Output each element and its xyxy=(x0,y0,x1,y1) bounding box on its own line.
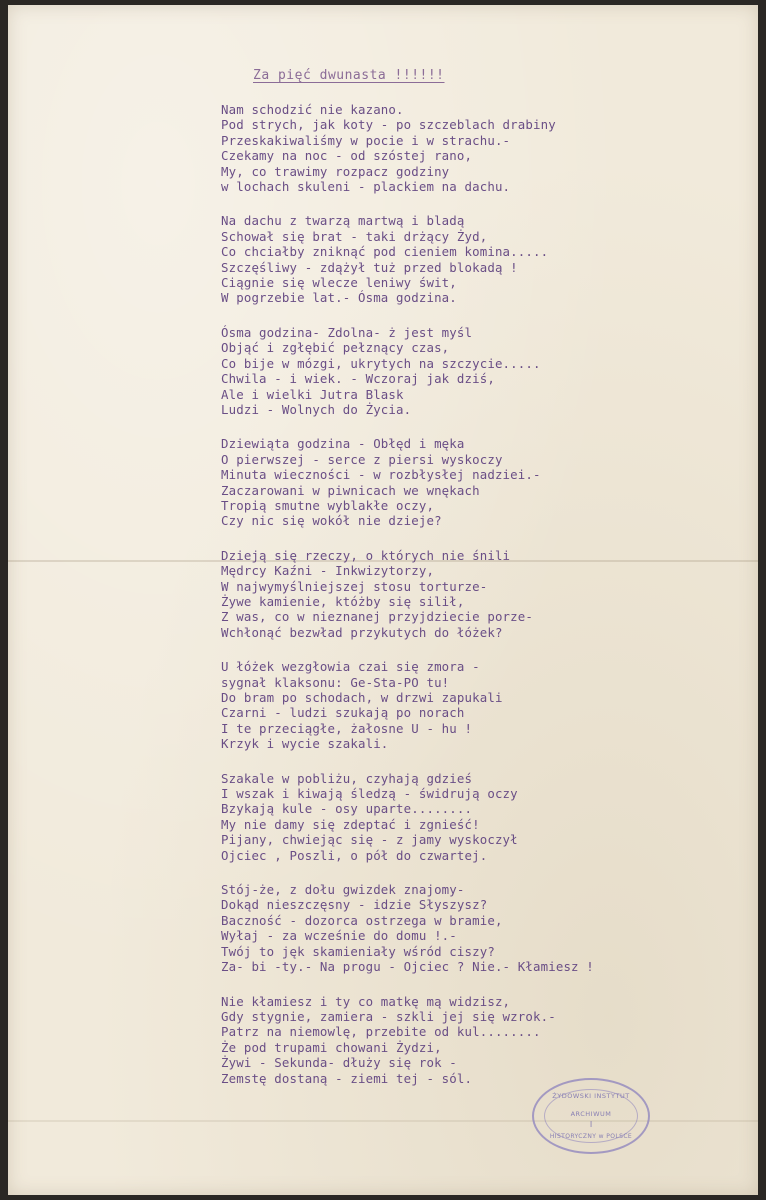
poem-stanza xyxy=(221,659,594,751)
poem-line: Nam schodzić nie kazano. xyxy=(221,102,404,117)
poem-line: Baczność - dozorca ostrzega w bramie, xyxy=(221,912,503,928)
poem-stanza xyxy=(221,548,594,640)
document-page xyxy=(8,5,758,1195)
stamp-bottom-text: HISTORYCZNY w POLSCE xyxy=(549,1133,633,1140)
poem-line: Czekamy na noc - od szóstej rano, xyxy=(221,148,473,164)
poem-line: Bzykają kule - osy uparte........ xyxy=(221,801,473,817)
poem-line: sygnał klaksonu: Ge-Sta-PO tu! xyxy=(221,674,450,690)
poem-line: Ojciec , Poszli, o pół do czwartej. xyxy=(221,847,488,863)
poem-line: Krzyk i wycie szakali. xyxy=(221,736,389,752)
poem-line: My nie damy się zdeptać i zgnieść! xyxy=(221,816,480,832)
poem-line: Że pod trupami chowani Żydzi, xyxy=(221,1039,442,1055)
poem-line: Schował się brat - taki drżący Żyd, xyxy=(221,228,488,244)
poem-line: Chwila - i wiek. - Wczoraj jak dziś, xyxy=(221,371,495,387)
poem-stanza xyxy=(221,882,594,974)
poem-line: Szakale w pobliżu, czyhają gdzieś xyxy=(221,770,473,786)
poem-stanza xyxy=(221,102,594,194)
poem-line: Pijany, chwiejąc się - z jamy wyskoczył xyxy=(221,832,518,848)
poem-line: Wchłonąć bezwład przykutych do łóżek? xyxy=(221,624,503,640)
poem-line: Ciągnie się wlecze leniwy świt, xyxy=(221,275,457,291)
poem-line: Na dachu z twarzą martwą i bladą xyxy=(221,213,465,229)
poem-title: Za pięć dwunasta !!!!!! xyxy=(253,68,445,83)
poem-line: My, co trawimy rozpacz godziny xyxy=(221,163,450,179)
poem-line: Pod strych, jak koty - po szczeblach drabiny xyxy=(221,117,556,133)
poem-line: Co chciałby zniknąć pod cieniem komina..... xyxy=(221,244,549,260)
poem-line: Do bram po schodach, w drzwi zapukali xyxy=(221,690,503,705)
poem-line: I te przeciągłe, żałosne U - hu ! xyxy=(221,720,473,736)
poem-line: Dzieją się rzeczy, o których nie śnili xyxy=(221,547,511,563)
poem-line: Tropią smutne wyblakłe oczy, xyxy=(221,497,435,513)
poem-line: w lochach skuleni - plackiem na dachu. xyxy=(221,179,511,195)
poem-line: Zaczarowani w piwnicach we wnękach xyxy=(221,482,480,498)
poem-line: W pogrzebie lat.- Ósma godzina. xyxy=(221,290,457,306)
poem-line: Żywe kamienie, któżby się silił, xyxy=(221,593,465,609)
poem-line: Przeskakiwaliśmy w pocie i w strachu.- xyxy=(221,132,511,148)
poem-line: Z was, co w nieznanej przyjdziecie porze- xyxy=(221,609,534,625)
poem-line: Nie kłamiesz i ty co matkę mą widzisz, xyxy=(221,993,511,1009)
stamp-numeral: I xyxy=(589,1120,593,1129)
poem-line: Wyłaj - za wcześnie do domu !.- xyxy=(221,928,457,944)
poem-line: W najwymyślniejszej stosu torturze- xyxy=(221,578,488,594)
poem-stanza xyxy=(221,325,594,417)
poem-stanza xyxy=(221,994,594,1086)
poem-line: Stój-że, z dołu gwizdek znajomy- xyxy=(221,882,465,898)
stamp-middle-text: ARCHIWUM xyxy=(570,1110,612,1118)
poem-body xyxy=(221,102,594,1105)
poem-stanza xyxy=(221,771,594,863)
poem-line: Twój to jęk skamieniały wśród ciszy? xyxy=(221,943,495,959)
poem-line: O pierwszej - serce z piersi wyskoczy xyxy=(221,451,503,467)
poem-line: Zemstę dostaną - ziemi tej - sól. xyxy=(221,1070,473,1086)
archive-stamp xyxy=(532,1078,650,1154)
poem-line: Żywi - Sekunda- dłuży się rok - xyxy=(221,1055,457,1071)
stamp-top-text: ŻYDOWSKI INSTYTUT xyxy=(552,1092,630,1100)
poem-line: Ale i wielki Jutra Blask xyxy=(221,386,404,402)
poem-line: Dziewiąta godzina - Obłęd i męka xyxy=(221,436,465,452)
poem-stanza xyxy=(221,436,594,528)
poem-line: Co bije w mózgi, ukrytych na szczycie..... xyxy=(221,355,541,371)
poem-stanza xyxy=(221,213,594,305)
poem-line: Mędrcy Kaźni - Inkwizytorzy, xyxy=(221,563,435,579)
poem-line: Minuta wieczności - w rozbłysłej nadziei.- xyxy=(221,467,541,483)
poem-line: Czy nic się wokół nie dzieje? xyxy=(221,513,442,529)
poem-line: U łóżek wezgłowia czai się zmora - xyxy=(221,659,480,675)
poem-line: Patrz na niemowlę, przebite od kul........ xyxy=(221,1024,541,1040)
poem-line: Gdy stygnie, zamiera - szkli jej się wzrok.- xyxy=(221,1008,556,1024)
poem-line: Dokąd nieszczęsny - idzie Słyszysz? xyxy=(221,897,488,913)
poem-line: Ludzi - Wolnych do Życia. xyxy=(221,401,412,417)
poem-line: Ósma godzina- Zdolna- ż jest myśl xyxy=(221,324,473,340)
poem-line: Objąć i zgłębić pełznący czas, xyxy=(221,340,450,356)
poem-line: Szczęśliwy - zdążył tuż przed blokadą ! xyxy=(221,259,518,275)
poem-line: Czarni - ludzi szukają po norach xyxy=(221,705,465,721)
poem-line: I wszak i kiwają śledzą - świdrują oczy xyxy=(221,786,518,802)
poem-line: Za- bi -ty.- Na progu - Ojciec ? Nie.- Kłamiesz ! xyxy=(221,959,594,975)
